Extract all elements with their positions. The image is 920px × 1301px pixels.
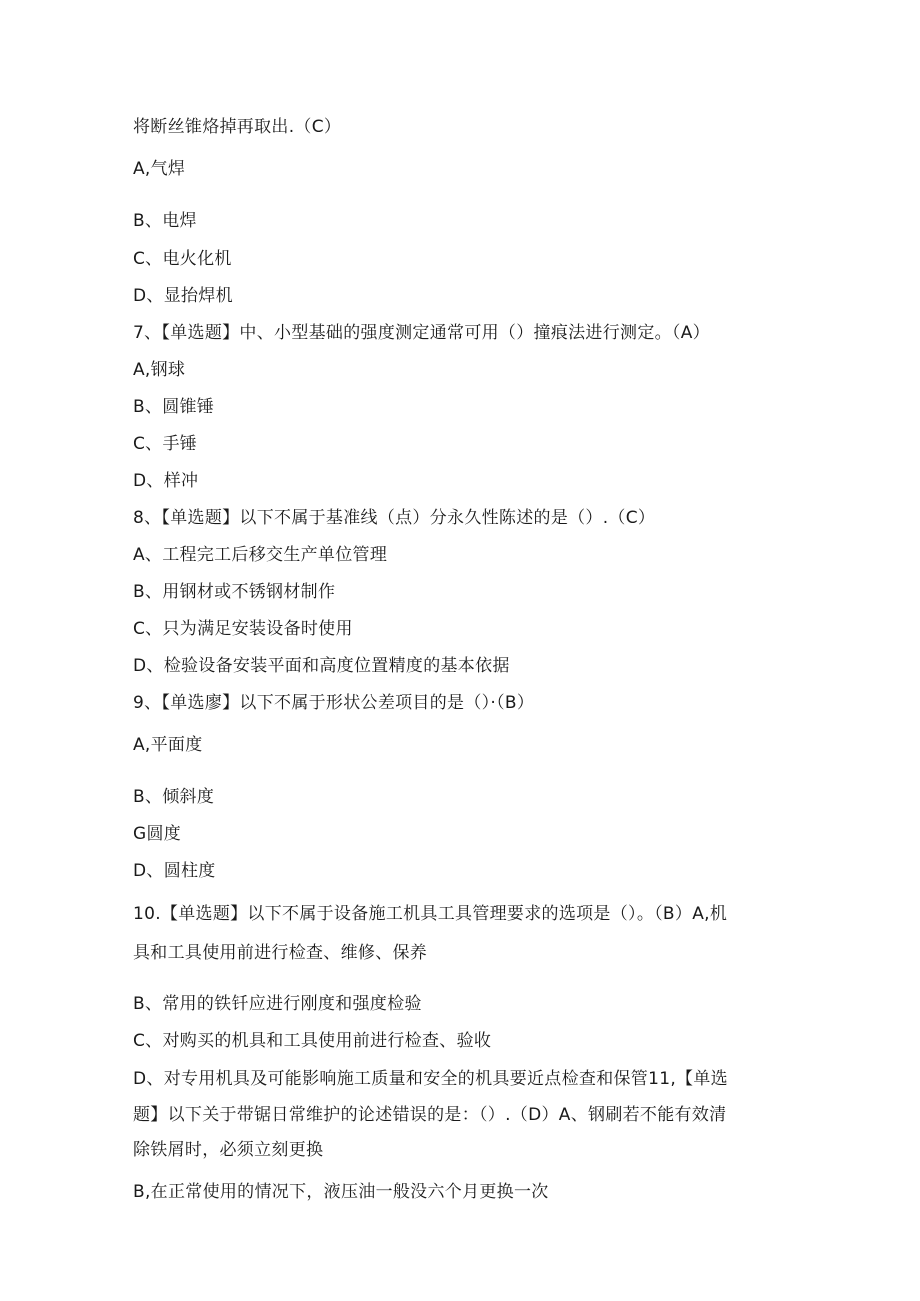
option-line: C、对购买的机具和工具使用前进行检查、验收 [133,1031,492,1051]
option-line: D、对专用机具及可能影响施工质量和安全的机具要近点检查和保管11,【单选 [133,1069,728,1089]
question-line: 题】以下关于带锯日常维护的论述错误的是：（）.（D）A、钢刷若不能有效清 [133,1105,727,1125]
option-line: B、电焊 [133,211,197,231]
option-line: B、圆锥锤 [133,397,215,417]
option-line: B、倾斜度 [133,787,215,807]
option-line: B、常用的铁钎应进行刚度和强度检验 [133,994,422,1014]
question-line: 8、【单选题】以下不属于基准线（点）分永久性陈述的是（）.（C） [133,508,656,528]
question-line: 9、【单选廖】以下不属于形状公差项目的是（）·（B） [133,693,535,713]
option-line: C、电火化机 [133,249,232,269]
option-line: D、显抬焊机 [133,286,233,306]
option-line: D、检验设备安装平面和高度位置精度的基本依据 [133,656,510,676]
text-line: 具和工具使用前进行检查、维修、保养 [133,943,428,963]
option-line: C、手锤 [133,434,198,454]
text-line: 除铁屑时，必须立刻更换 [133,1140,324,1160]
option-line: A,平面度 [133,735,203,755]
option-line: A、工程完工后移交生产单位管理 [133,545,388,565]
option-line: A,钢球 [133,360,186,380]
text-line: 将断丝锥烙掉再取出.（C） [133,117,342,137]
option-line: A,气焊 [133,159,186,179]
option-line: G圆度 [133,824,182,844]
option-line: B,在正常使用的情况下，液压油一般没六个月更换一次 [133,1182,549,1202]
option-line: D、样冲 [133,471,199,491]
option-line: D、圆柱度 [133,861,216,881]
option-line: B、用钢材或不锈钢材制作 [133,582,336,602]
question-line: 10.【单选题】以下不属于设备施工机具工具管理要求的选项是（）。（B）A,机 [133,904,728,924]
question-line: 7、【单选题】中、小型基础的强度测定通常可用（）撞痕法进行测定。（A） [133,323,710,343]
option-line: C、只为满足安装设备时使用 [133,619,353,639]
